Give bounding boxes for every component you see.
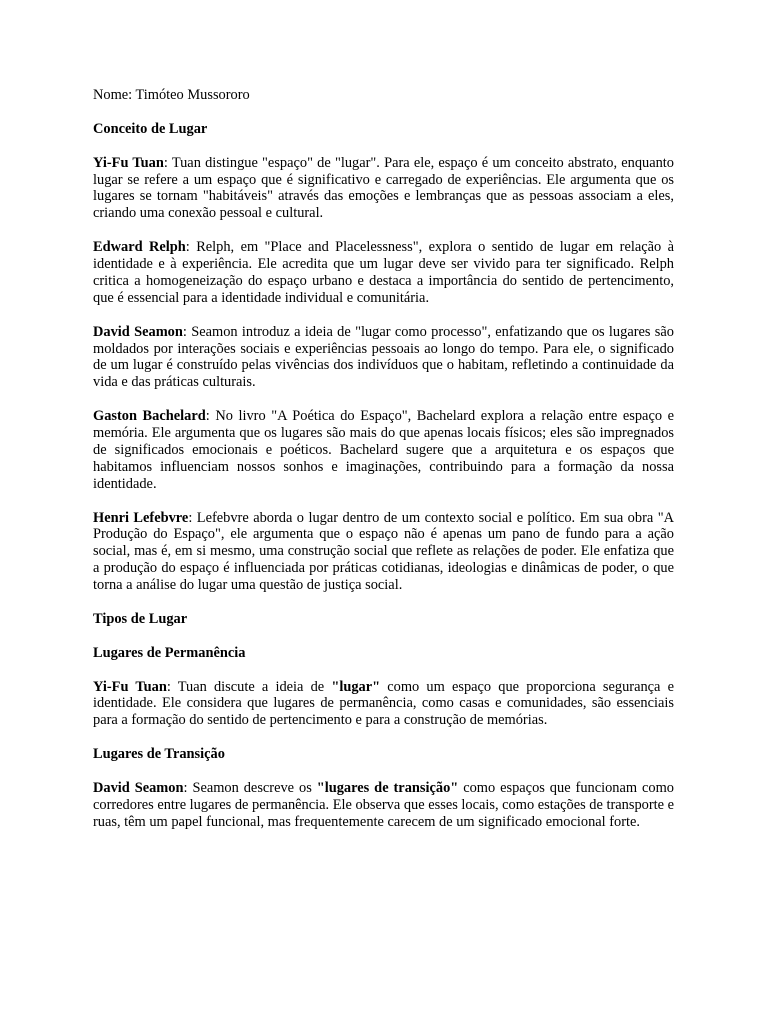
paragraph-text: No livro "A Poética do Espaço", Bachelard explora a relação entre espaço e memória. Ele argumenta que os lugares são mais do que apenas locais físicos; eles são impregnados de significados emocionais e poéticos. Bachelard sugere que a arquitetura e os espaços que habitamos influenciam nossos sonhos e imaginações, contribuindo para a formação da nossa identidade. (93, 408, 674, 492)
author-name: Yi-Fu Tuan (93, 678, 167, 695)
author-name: Henri Lefebvre (93, 509, 189, 526)
author-name: Gaston Bachelard (93, 408, 206, 425)
paragraph-permanence (93, 679, 674, 730)
paragraph-text: Relph, em "Place and Placelessness", explora o sentido de lugar em relação à identidade e à experiência. Ele acredita que um lugar deve ser vivido para ter significado. Relph critica a homogeneização do espaço urbano e destaca a importância do sentido de pertencimento, que é essencial para a identidade individual e comunitária. (93, 239, 674, 306)
paragraph-gaston-bachelard (93, 408, 674, 493)
paragraph-text-after: como espaços que funcionam como corredores entre lugares de permanência. Ele observa que esses locais, como estações de transporte e ruas, têm um papel funcional, mas frequentemente carecem de um significado emocional forte. (93, 779, 674, 830)
separator: : (183, 779, 193, 796)
subsection-heading-transition: Lugares de Transição (93, 746, 225, 763)
paragraph-text: Lefebvre aborda o lugar dentro de um contexto social e político. Em sua obra "A Produção do Espaço", ele argumenta que o espaço não é apenas um pano de fundo para a ação social, mas é, em si mesmo, uma construção social que reflete as relações de poder. Ele enfatiza que a produção do espaço é influenciada por práticas cotidianas, ideologias e dinâmicas de poder, o que torna a análise do lugar uma questão de justiça social. (93, 509, 674, 594)
paragraph-yi-fu-tuan (93, 155, 674, 223)
separator: : (166, 678, 178, 695)
paragraph-edward-relph (93, 239, 674, 307)
author-name: Yi-Fu Tuan (93, 154, 164, 171)
section-heading-concept: Conceito de Lugar (93, 120, 208, 137)
paragraph-text: Seamon introduz a ideia de "lugar como processo", enfatizando que os lugares são moldados por interações sociais e experiências pessoais ao longo do tempo. Para ele, o significado de um lugar é construído pelas vivências dos indivíduos que o habitam, refletindo a continuidade da vida e das práticas culturais. (93, 323, 674, 391)
separator: : (185, 239, 197, 256)
author-name: Edward Relph (93, 239, 186, 256)
separator: : (188, 509, 197, 526)
paragraph-david-seamon (93, 324, 674, 392)
paragraph-transition (93, 780, 674, 831)
separator: : (205, 408, 216, 425)
author-line: Nome: Timóteo Mussororo (93, 87, 250, 103)
paragraph-text-before: Seamon descreve os (192, 779, 317, 796)
section-heading-types: Tipos de Lugar (93, 610, 188, 627)
paragraph-text-after: como um espaço que proporciona segurança e identidade. Ele considera que lugares de permanência, como casas e comunidades, são essenciais para a formação do sentido de pertencimento e para a construção de memórias. (93, 678, 674, 729)
subsection-heading-permanence: Lugares de Permanência (93, 644, 246, 661)
bold-term: "lugares de transição" (316, 779, 459, 796)
separator: : (163, 154, 172, 171)
separator: : (182, 323, 192, 340)
author-name: David Seamon (93, 779, 184, 796)
paragraph-text-before: Tuan discute a ideia de (177, 678, 332, 695)
author-name: David Seamon (93, 323, 183, 340)
paragraph-text: Tuan distingue "espaço" de "lugar". Para ele, espaço é um conceito abstrato, enquanto lugar se refere a um espaço que é significativo e carregado de experiências. Ele argumenta que os lugares se tornam "habitáveis" através das emoções e lembranças que as pessoas associam a eles, criando uma conexão pessoal e cultural. (93, 154, 674, 222)
bold-term: "lugar" (331, 678, 381, 695)
paragraph-henri-lefebvre (93, 510, 674, 595)
